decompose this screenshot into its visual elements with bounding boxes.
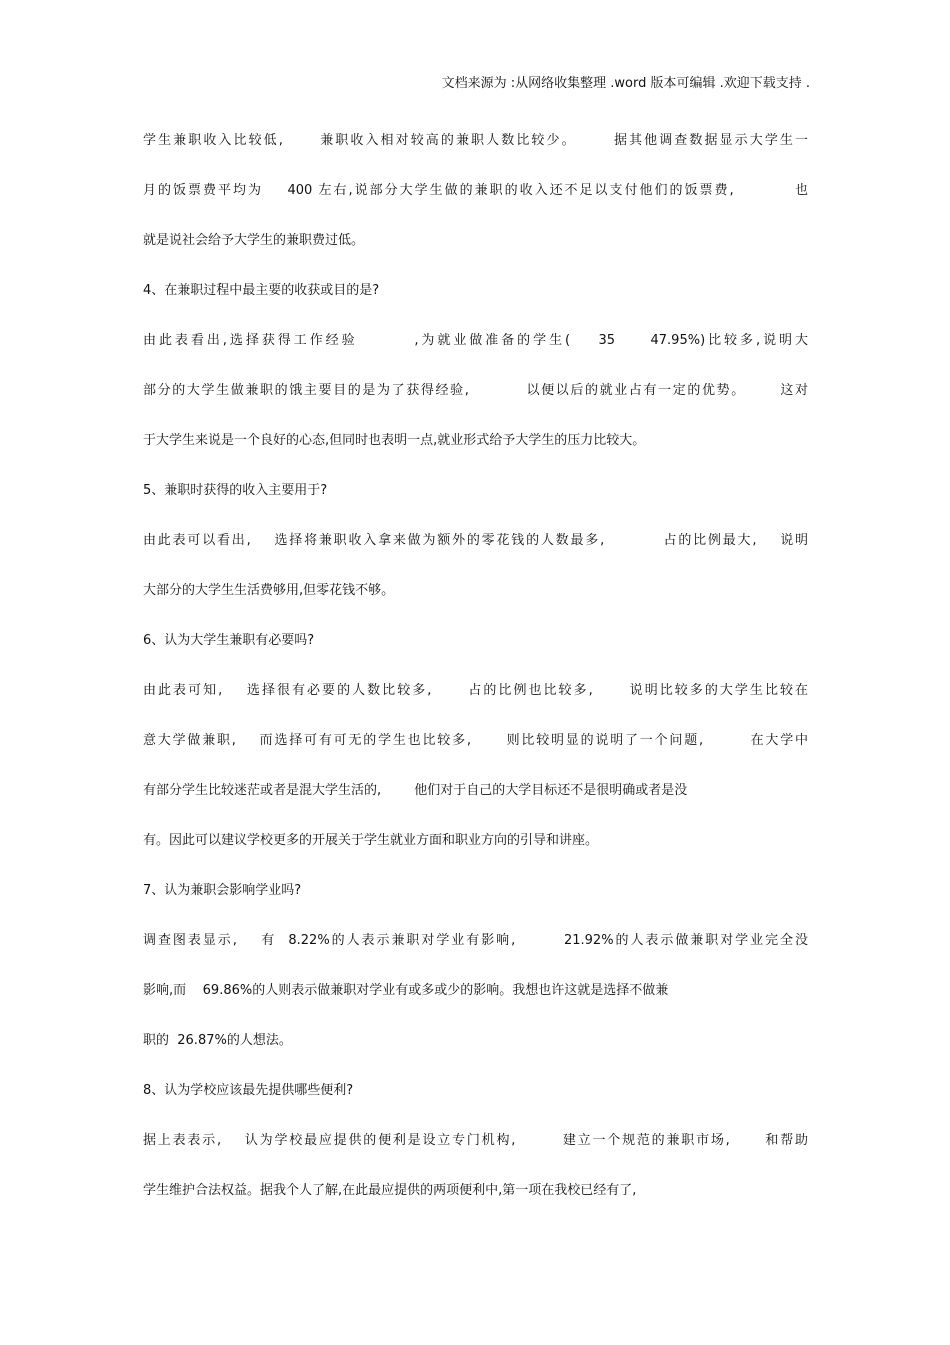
paragraph-line: 就是说社会给予大学生的兼职费过低。 — [143, 233, 365, 248]
section-heading: 4、在兼职过程中最主要的收获或目的是? — [143, 283, 380, 298]
section-heading: 8、认为学校应该最先提供哪些便利? — [143, 1083, 354, 1098]
paragraph-line: 由此表看出,选择获得工作经验 ,为就业做准备的学生( 35 47.95%)比较多,说明大 — [143, 333, 808, 348]
section-heading: 5、兼职时获得的收入主要用于? — [143, 483, 328, 498]
paragraph-line: 有部分学生比较迷茫或者是混大学生活的, 他们对于自己的大学目标还不是很明确或者是没 — [143, 783, 688, 798]
paragraph-line: 学生兼职收入比较低, 兼职收入相对较高的兼职人数比较少。 据其他调查数据显示大学生一 — [143, 133, 808, 148]
paragraph-line: 月的饭票费平均为 400 左右,说部分大学生做的兼职的收入还不足以支付他们的饭票费, 也 — [143, 183, 808, 198]
paragraph-line: 职的 26.87%的人想法。 — [143, 1033, 292, 1048]
paragraph-line: 部分的大学生做兼职的饿主要目的是为了获得经验, 以便以后的就业占有一定的优势。 这对 — [143, 383, 808, 398]
page-header: 文档来源为 :从网络收集整理 .word 版本可编辑 .欢迎下载支持 . — [441, 76, 810, 91]
paragraph-line: 影响,而 69.86%的人则表示做兼职对学业有或多或少的影响。我想也许这就是选择不做兼 — [143, 983, 669, 998]
paragraph-line: 调查图表显示, 有 8.22%的人表示兼职对学业有影响, 21.92%的人表示做兼职对学业完全没 — [143, 933, 808, 948]
paragraph-line: 由此表可以看出, 选择将兼职收入拿来做为额外的零花钱的人数最多, 占的比例最大, 说明 — [143, 533, 808, 548]
paragraph-line: 意大学做兼职, 而选择可有可无的学生也比较多, 则比较明显的说明了一个问题, 在大学中 — [143, 733, 808, 748]
paragraph-line: 有。因此可以建议学校更多的开展关于学生就业方面和职业方向的引导和讲座。 — [143, 833, 599, 848]
section-heading: 7、认为兼职会影响学业吗? — [143, 883, 302, 898]
paragraph-line: 大部分的大学生生活费够用,但零花钱不够。 — [143, 583, 395, 598]
paragraph-line: 由此表可知, 选择很有必要的人数比较多, 占的比例也比较多, 说明比较多的大学生比较在 — [143, 683, 808, 698]
paragraph-line: 于大学生来说是一个良好的心态,但同时也表明一点,就业形式给予大学生的压力比较大。 — [143, 433, 646, 448]
paragraph-line: 学生维护合法权益。据我个人了解,在此最应提供的两项便利中,第一项在我校已经有了, — [143, 1183, 637, 1198]
paragraph-line: 据上表表示, 认为学校最应提供的便利是设立专门机构, 建立一个规范的兼职市场, 和帮助 — [143, 1133, 808, 1148]
section-heading: 6、认为大学生兼职有必要吗? — [143, 633, 315, 648]
